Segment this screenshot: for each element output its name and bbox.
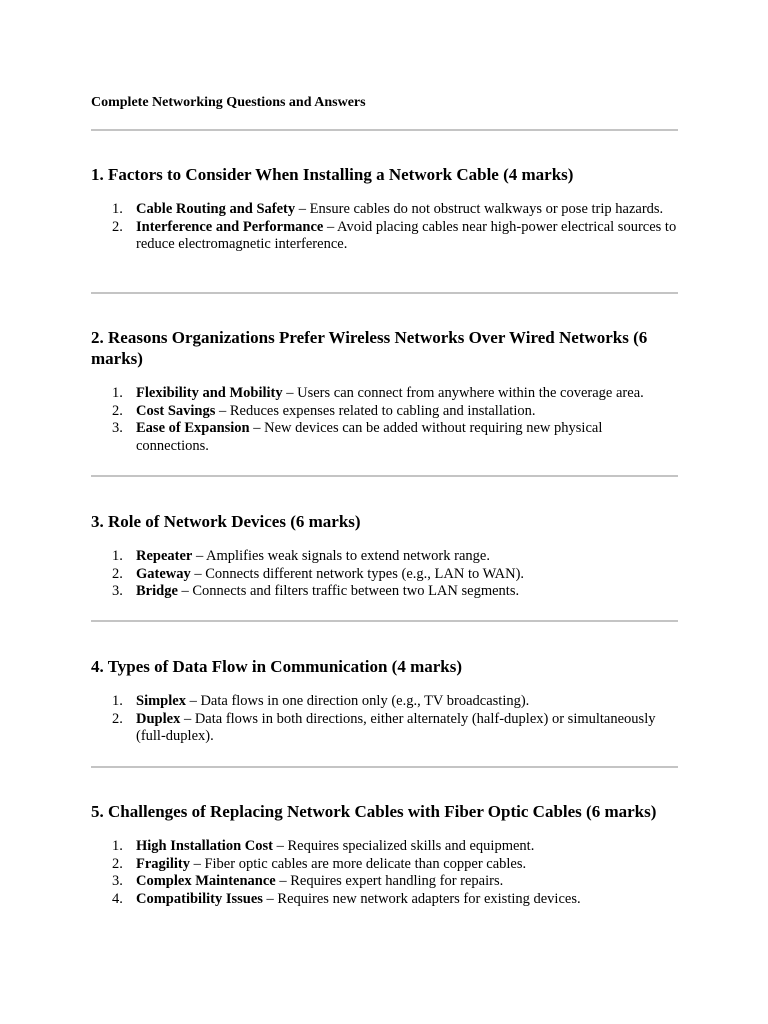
item-term: High Installation Cost — [136, 838, 273, 854]
numbered-list — [91, 548, 678, 601]
section-4 — [91, 656, 678, 746]
item-text: – Connects different network types (e.g., LAN to WAN). — [190, 565, 525, 582]
item-text: – Requires expert handling for repairs. — [275, 873, 504, 890]
list-item — [91, 219, 678, 254]
list-number: 4. — [112, 891, 123, 908]
list-item — [91, 583, 678, 601]
list-item — [91, 711, 678, 746]
list-item — [91, 201, 678, 219]
item-text: – Requires specialized skills and equipment. — [272, 838, 535, 854]
item-term: Duplex — [136, 710, 181, 727]
list-item — [91, 873, 678, 891]
list-number: 2. — [112, 565, 123, 582]
item-term: Fragility — [136, 855, 190, 872]
list-item — [91, 548, 678, 566]
list-number: 2. — [112, 402, 123, 419]
item-text: – New devices can be added without requiring new physical connections. — [136, 420, 603, 455]
item-term: Flexibility and Mobility — [136, 385, 283, 401]
item-text: – Reduces expenses related to cabling and installation. — [215, 402, 536, 419]
list-number: 3. — [112, 583, 123, 600]
list-number: 1. — [112, 385, 123, 401]
item-term: Ease of Expansion — [136, 420, 250, 437]
item-term: Simplex — [136, 693, 186, 709]
section-heading: 5. Challenges of Replacing Network Cables with Fiber Optic Cables (6 marks) — [91, 802, 657, 821]
section-heading: 2. Reasons Organizations Prefer Wireless Networks Over Wired Networks (6 marks) — [91, 328, 648, 368]
list-item — [91, 693, 678, 711]
item-term: Bridge — [136, 583, 178, 600]
section-3 — [91, 511, 678, 601]
item-text: – Requires new network adapters for existing devices. — [262, 891, 581, 908]
list-number: 2. — [112, 855, 123, 872]
item-text: – Amplifies weak signals to extend network range. — [192, 548, 490, 564]
item-term: Cost Savings — [136, 402, 216, 419]
item-term: Interference and Performance — [136, 218, 324, 235]
horizontal-rule — [91, 475, 678, 477]
section-2 — [91, 327, 678, 456]
list-number: 1. — [112, 201, 123, 217]
list-item — [91, 891, 678, 909]
item-text: – Avoid placing cables near high-power electrical sources to reduce electromagnetic interference. — [136, 218, 677, 253]
section-heading: 1. Factors to Consider When Installing a Network Cable (4 marks) — [91, 165, 574, 184]
section-5 — [91, 801, 678, 909]
numbered-list — [91, 693, 678, 746]
section-1 — [91, 164, 678, 254]
horizontal-rule — [91, 129, 678, 131]
list-number: 1. — [112, 693, 123, 709]
item-text: – Ensure cables do not obstruct walkways or pose trip hazards. — [295, 201, 664, 217]
list-number: 1. — [112, 838, 123, 854]
item-term: Gateway — [136, 565, 191, 582]
numbered-list — [91, 838, 678, 909]
item-text: – Data flows in one direction only (e.g., TV broadcasting). — [185, 693, 530, 709]
document-title: Complete Networking Questions and Answers — [91, 95, 366, 110]
numbered-list — [91, 385, 678, 456]
list-number: 1. — [112, 548, 123, 564]
item-term: Repeater — [136, 548, 193, 564]
list-item — [91, 838, 678, 856]
numbered-list — [91, 201, 678, 254]
horizontal-rule — [91, 292, 678, 294]
list-item — [91, 856, 678, 874]
list-number: 3. — [112, 873, 123, 890]
list-number: 2. — [112, 710, 123, 727]
section-heading: 3. Role of Network Devices (6 marks) — [91, 512, 361, 531]
list-item — [91, 420, 678, 455]
list-item — [91, 566, 678, 584]
section-heading: 4. Types of Data Flow in Communication (4 marks) — [91, 657, 463, 676]
list-number: 3. — [112, 420, 123, 437]
list-item — [91, 403, 678, 421]
item-text: – Connects and filters traffic between two LAN segments. — [177, 583, 520, 600]
item-text: – Fiber optic cables are more delicate than copper cables. — [189, 855, 527, 872]
item-text: – Data flows in both directions, either alternately (half-duplex) or simultaneously (full-duplex). — [136, 710, 656, 745]
list-item — [91, 385, 678, 403]
item-term: Complex Maintenance — [136, 873, 276, 890]
item-term: Compatibility Issues — [136, 891, 263, 908]
horizontal-rule — [91, 620, 678, 622]
list-number: 2. — [112, 218, 123, 235]
horizontal-rule — [91, 766, 678, 768]
item-term: Cable Routing and Safety — [136, 201, 296, 217]
item-text: – Users can connect from anywhere within the coverage area. — [282, 385, 644, 401]
